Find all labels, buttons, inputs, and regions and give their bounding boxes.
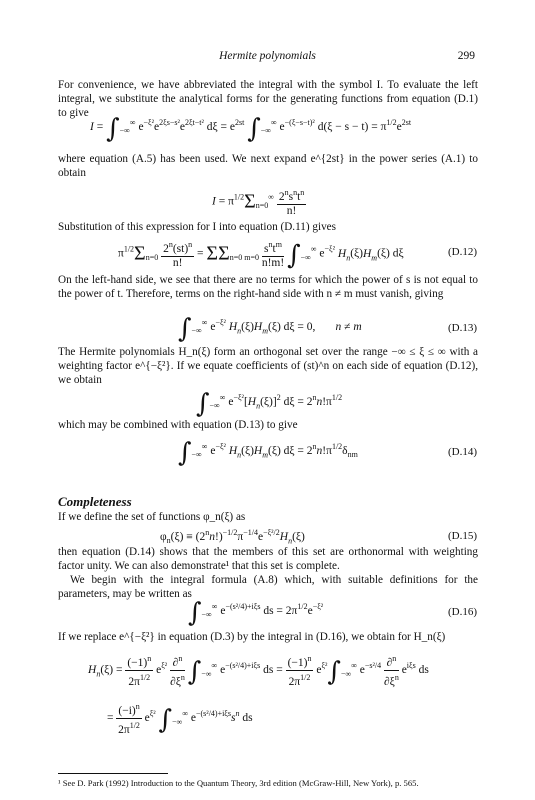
paragraph-10: If we replace e^{−ξ²} in equation (D.3) by the integral in (D.16), we obtain for H_n(ξ) <box>58 631 446 643</box>
equation-d12: $\pi^{1/2}\Sigma_{n=0}$ $\frac{2^n(st)^n}{n!}$ = $\Sigma\Sigma_{n=0 m=0}$ $\frac{s^nt^m}{n!m!}$ $\int_{-\infty}^\infty$ $e^{-\xi^2}$ $H_n(\xi)H_m(\xi)$ dξ <box>118 240 404 271</box>
paragraph-3: Substitution of this expression for I into equation (D.11) gives <box>58 221 336 233</box>
equation-normalization: $\int_{-\infty}^\infty$ $e^{-\xi^2}[H_n(\xi)]^2$ $d\xi = 2^nn!\pi^{1/2}$ <box>196 388 343 419</box>
equation-number-d12: (D.12) <box>447 246 477 258</box>
equation-d15: $\varphi_n(\xi) \equiv (2^nn!)^{-1/2}\pi^{-1/4}e^{-\xi^2/2}H_n(\xi)$ <box>160 528 305 546</box>
paragraph-1: For convenience, we have abbreviated the integral with the symbol I. To evaluate the left integral, we substitute the analytical forms for the generating functions from equation (D.1) to give <box>58 79 478 119</box>
paragraph-8: then equation (D.14) shows that the members of this set are orthonormal with weighting factor unity. We can also demonstrate¹ that this set is complete. <box>58 546 478 572</box>
section-heading: Completeness <box>58 494 132 509</box>
equation-hermite-integral-2: = $\frac{(-i)^n}{2\pi^{1/2}}$ $e^{\xi^2}$ $\int_{-\infty}^\infty$ $e^{-(s^2/4)+i\xi s}s^n$ ds <box>107 702 253 736</box>
equation-number-d16: (D.16) <box>447 606 477 618</box>
paragraph-5: The Hermite polynomials H_n(ξ) form an orthogonal set over the range −∞ ≤ ξ ≤ ∞ with a weighting factor e^{−ξ²}. If we equate coefficients of (st)^n on each side of equation (D.12), we obtain <box>58 346 478 386</box>
equation-hermite-integral-1: $H_n(\xi)$ = $\frac{(-1)^n}{2\pi^{1/2}}$ $e^{\xi^2}$ $\frac{\partial^n}{\partial\xi^n}$ $\int_{-\infty}^\infty$ $e^{-(s^2/4)+i\xi s}$ ds = $\frac{(-1)^n}{2\pi^{1/2}}$ $e^{\xi^2}\int_{-\infty}^\infty$ $e^{-s^2/4}$ $\frac{\partial^n}{\partial\xi^n}$ $e^{i\xi s}$ ds <box>88 654 429 688</box>
paragraph-7: If we define the set of functions φ_n(ξ) as <box>58 511 246 523</box>
running-header-title: Hermite polynomials <box>219 50 316 62</box>
footnote-rule <box>58 773 168 774</box>
equation-d14: $\int_{-\infty}^\infty$ $e^{-\xi^2}$ $H_n(\xi)H_m(\xi) d\xi = 2^nn!\pi^{1/2}\delta_{nm}$ <box>178 437 358 468</box>
page-number: 299 <box>457 50 475 62</box>
footnote: ¹ See D. Park (1992) Introduction to the Quantum Theory, 3rd edition (McGraw-Hill, New York), p. 565. <box>58 778 419 788</box>
equation-series-expansion: $I = \pi^{1/2}\Sigma_{n=0}^\infty$ $\frac{2^ns^nt^n}{n!}$ <box>212 188 305 217</box>
paragraph-9: We begin with the integral formula (A.8) which, with suitable definitions for the parameters, may be written as <box>58 574 478 600</box>
equation-number-d15: (D.15) <box>447 530 477 542</box>
equation-number-d14: (D.14) <box>447 446 477 458</box>
paragraph-6: which may be combined with equation (D.13) to give <box>58 419 298 431</box>
equation-generating-integral: $I = \int_{-\infty}^\infty$ $e^{-\xi^2}e^{2\xi s-s^2}e^{2\xi t-t^2}$ $d\xi = e^{2st}$ $\int_{-\infty}^\infty$ $e^{-(\xi-s-t)^2}$ $d(\xi - s - t) = \pi^{1/2}e^{2st}$ <box>90 113 412 144</box>
equation-d13: $\int_{-\infty}^\infty$ $e^{-\xi^2}$ $H_n(\xi)H_m(\xi) d\xi = 0$, n ≠ m <box>178 313 362 344</box>
paragraph-4: On the left-hand side, we see that there are no terms for which the power of s is not equal to the power of t. Therefore, terms on the right-hand side with n ≠ m must vanish, giving <box>58 274 478 300</box>
equation-number-d13: (D.13) <box>447 322 477 334</box>
paragraph-2: where equation (A.5) has been used. We next expand e^{2st} in the power series (A.1) to obtain <box>58 153 478 179</box>
equation-d16: $\int_{-\infty}^\infty$ $e^{-(s^2/4)+i\xi s}$ ds = $2\pi^{1/2}e^{-\xi^2}$ <box>188 597 324 628</box>
